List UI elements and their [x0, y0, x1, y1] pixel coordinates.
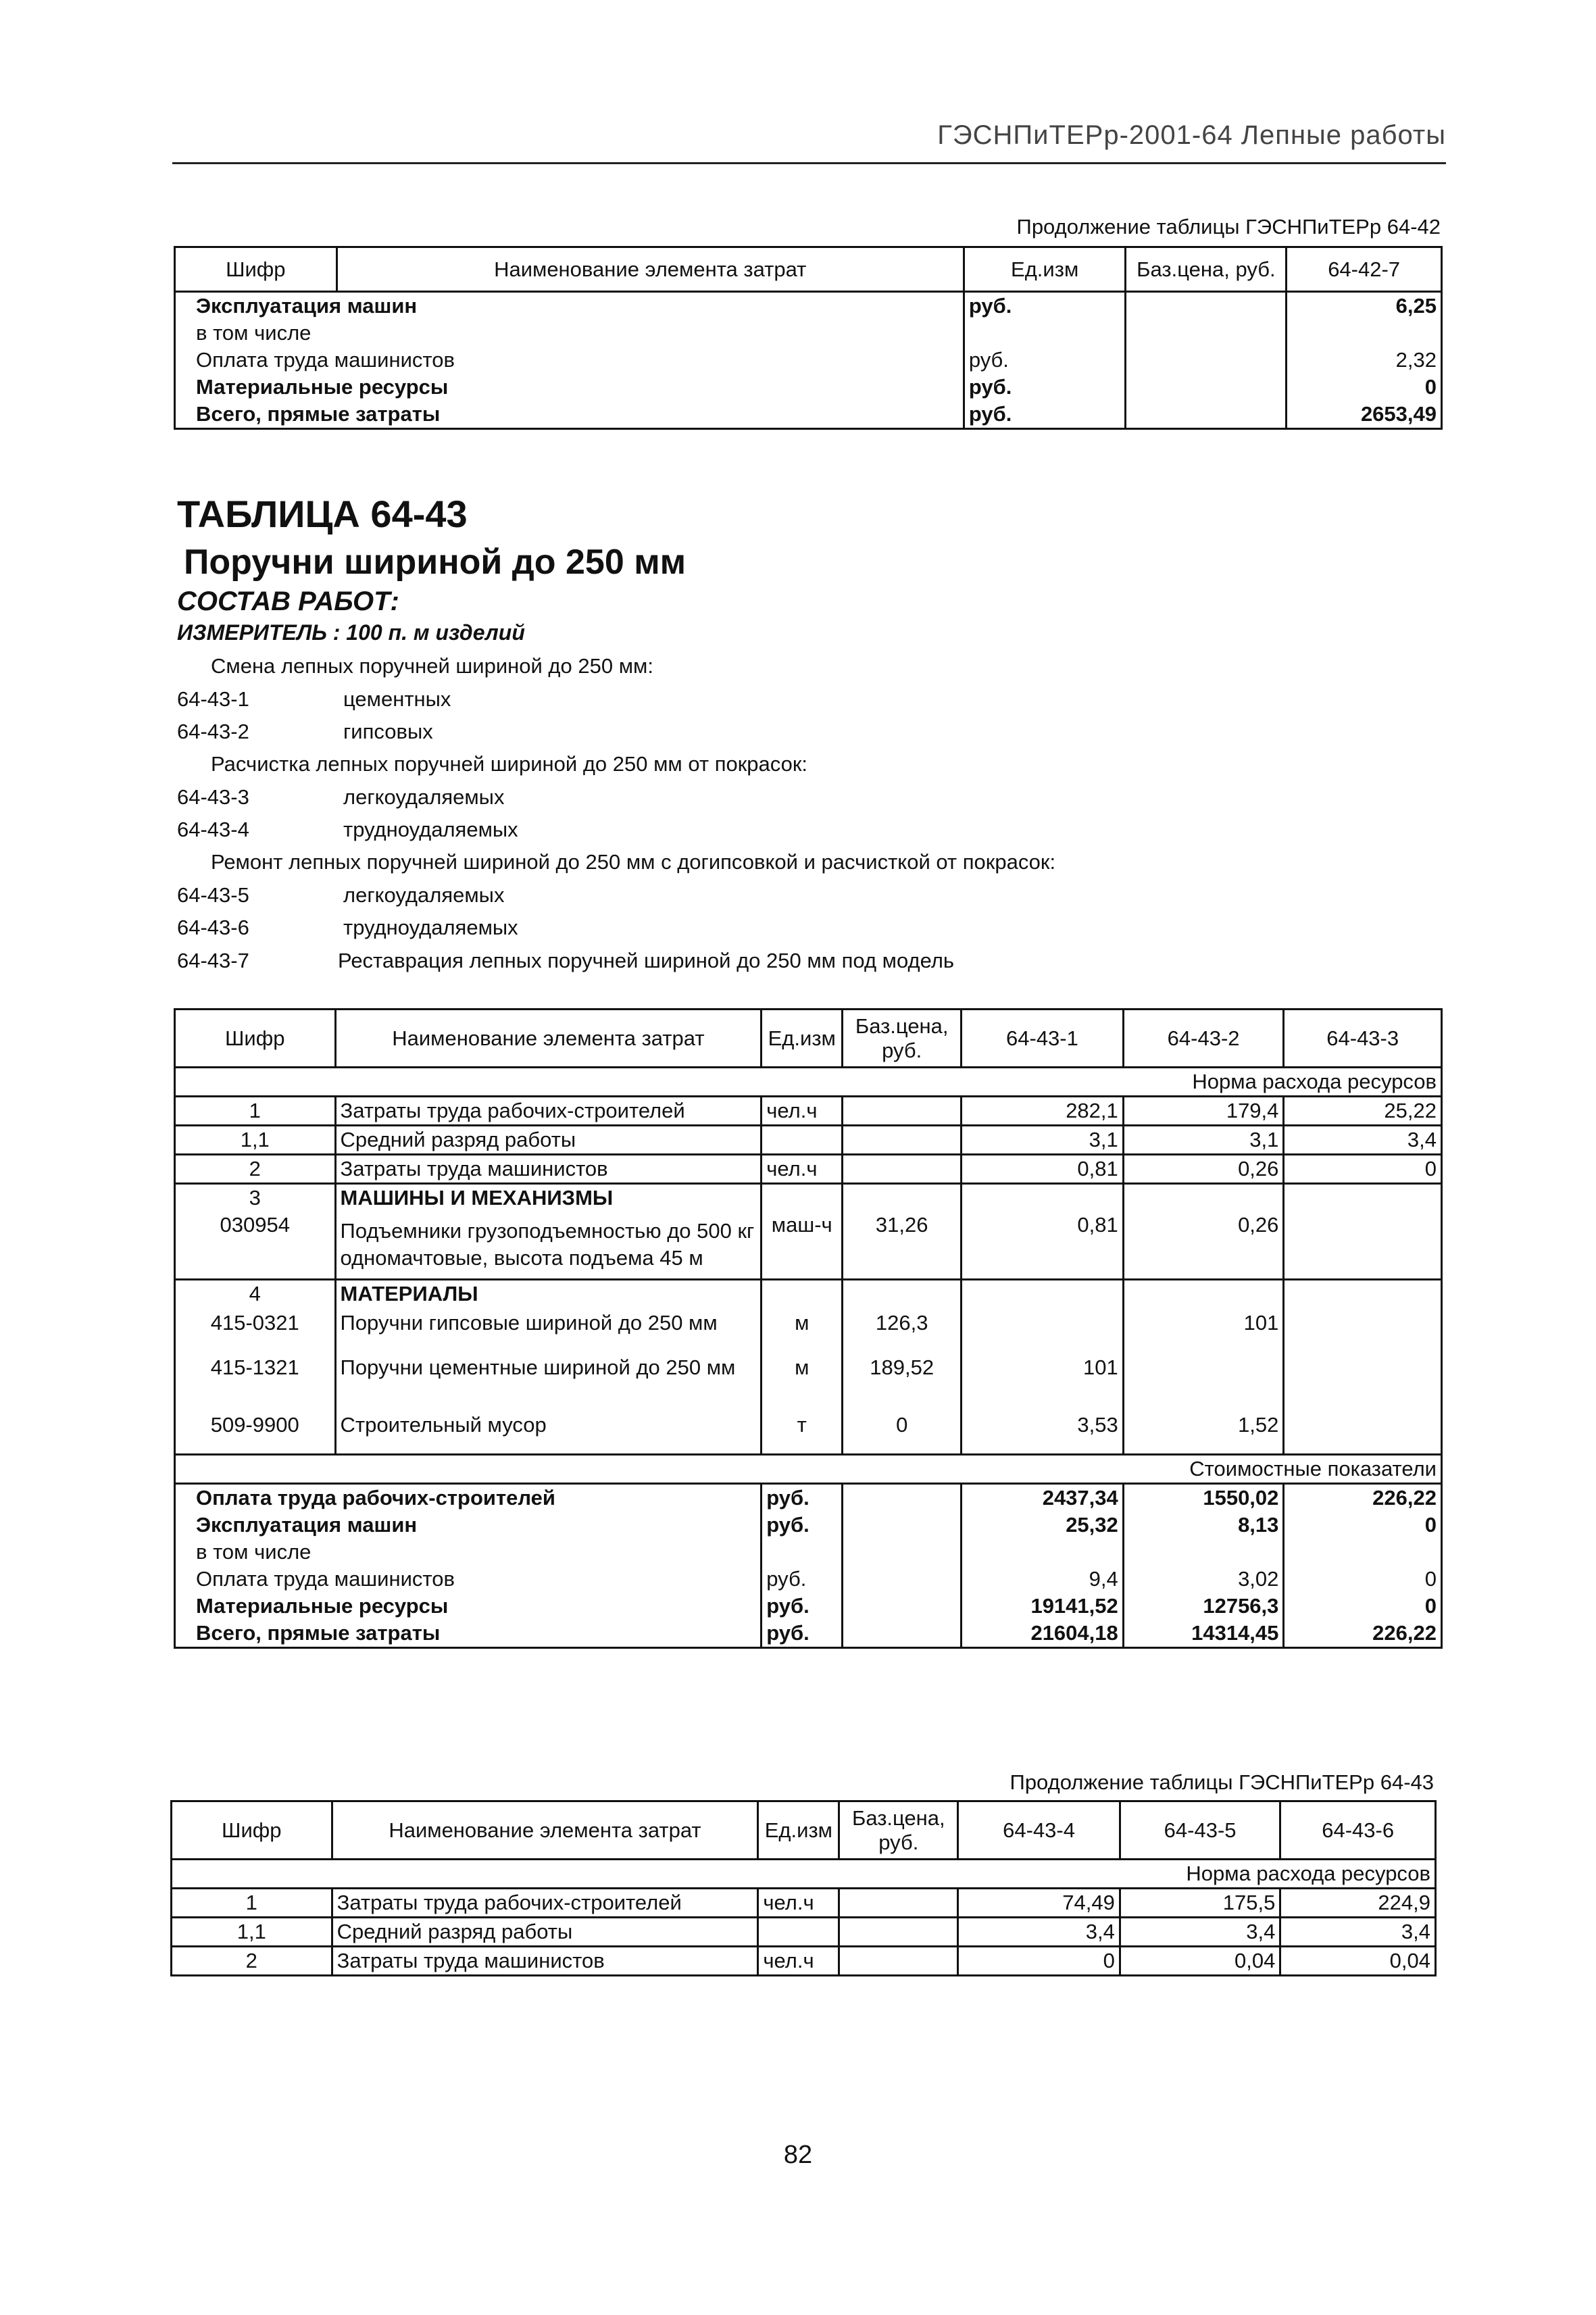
col-header-64-43-6: 64-43-6 — [1280, 1801, 1436, 1860]
col-header-64-43-2: 64-43-2 — [1123, 1010, 1284, 1068]
work-code: 64-43-6 — [177, 916, 249, 939]
col-header-name: Наименование элемента затрат — [332, 1801, 758, 1860]
work-code: 64-43-5 — [177, 883, 249, 907]
table-row: 030954 Подъемники грузоподъемностью до 500 кг одномачтовые, высота подъема 45 м маш-ч 31,26 0,81 0,26 — [175, 1212, 1442, 1279]
table-row: Материальные ресурсы руб. 0 — [175, 374, 1442, 401]
measure-label: ИЗМЕРИТЕЛЬ : 100 п. м изделий — [177, 620, 525, 645]
col-header-code: Шифр — [172, 1801, 332, 1860]
work-text: трудноудаляемых — [343, 818, 518, 841]
works-group-heading: Расчистка лепных поручней шириной до 250 мм от покрасок: — [211, 752, 808, 776]
work-code: 64-43-3 — [177, 785, 249, 809]
work-text: гипсовых — [343, 720, 433, 743]
table-row: 1 Затраты труда рабочих-строителей чел.ч 74,49 175,5 224,9 — [172, 1889, 1436, 1918]
table-row: 2 Затраты труда машинистов чел.ч 0 0,04 0,04 — [172, 1947, 1436, 1976]
section-title: ТАБЛИЦА 64-43 — [177, 493, 468, 535]
works-group-heading: Смена лепных поручней шириной до 250 мм: — [211, 654, 653, 678]
col-header-code: Шифр — [175, 247, 337, 292]
col-header-64-43-5: 64-43-5 — [1120, 1801, 1280, 1860]
table43b-continuation: Продолжение таблицы ГЭСНПиТЕРр 64-43 — [1009, 1770, 1434, 1794]
table-64-43-continued — [170, 1800, 1437, 1976]
header-rule — [172, 162, 1446, 164]
table-row: 415-1321 Поручни цементные шириной до 250 мм м 189,52 101 — [175, 1339, 1442, 1397]
table-row: Эксплуатация машин руб. 25,32 8,13 0 — [175, 1512, 1442, 1539]
work-text: Реставрация лепных поручней шириной до 250 мм под модель — [338, 949, 955, 972]
works-list — [177, 654, 1326, 992]
table-row: Материальные ресурсы руб. 19141,52 12756,3 0 — [175, 1593, 1442, 1620]
norm-label-row: Норма расхода ресурсов — [175, 1068, 1442, 1097]
col-header-price: Баз.цена, руб. — [843, 1010, 962, 1068]
col-header-unit: Ед.изм — [762, 1010, 843, 1068]
table-row: 1 Затраты труда рабочих-строителей чел.ч 282,1 179,4 25,22 — [175, 1097, 1442, 1126]
norm-label-row: Норма расхода ресурсов — [172, 1860, 1436, 1889]
col-header-64-43-3: 64-43-3 — [1284, 1010, 1442, 1068]
table-row: в том числе — [175, 320, 1442, 347]
col-header-unit: Ед.изм — [964, 247, 1126, 292]
work-code: 64-43-4 — [177, 818, 249, 841]
page-number: 82 — [783, 2141, 813, 2169]
table-row: в том числе — [175, 1539, 1442, 1566]
col-header-64-43-1: 64-43-1 — [962, 1010, 1124, 1068]
table-row: Оплата труда машинистов руб. 2,32 — [175, 347, 1442, 374]
col-header-code: Шифр — [175, 1010, 336, 1068]
table-row: 1,1 Средний разряд работы 3,1 3,1 3,4 — [175, 1126, 1442, 1155]
work-text: трудноудаляемых — [343, 916, 518, 939]
table-row: Оплата труда рабочих-строителей руб. 2437,34 1550,02 226,22 — [175, 1484, 1442, 1512]
table-row: Эксплуатация машин руб. 6,25 — [175, 292, 1442, 320]
table-row: 3 МАШИНЫ И МЕХАНИЗМЫ — [175, 1184, 1442, 1212]
work-code: 64-43-2 — [177, 720, 249, 743]
col-header-name: Наименование элемента затрат — [336, 247, 964, 292]
table-row: 2 Затраты труда машинистов чел.ч 0,81 0,26 0 — [175, 1155, 1442, 1184]
table-row: 415-0321 Поручни гипсовые шириной до 250 мм м 126,3 101 — [175, 1308, 1442, 1339]
col-header-price: Баз.цена, руб. — [1126, 247, 1287, 292]
work-text: легкоудаляемых — [343, 785, 505, 809]
table-row: 4 МАТЕРИАЛЫ — [175, 1279, 1442, 1308]
table-row: Всего, прямые затраты руб. 21604,18 14314,45 226,22 — [175, 1620, 1442, 1648]
table-header-row — [172, 1801, 1436, 1860]
col-header-64-43-4: 64-43-4 — [958, 1801, 1120, 1860]
work-code: 64-43-1 — [177, 687, 249, 711]
section-subtitle: Поручни шириной до 250 мм — [184, 543, 687, 582]
running-header: ГЭСНПиТЕРр-2001-64 Лепные работы — [937, 120, 1446, 150]
cost-label-row: Стоимостные показатели — [175, 1455, 1442, 1484]
col-header-price: Баз.цена, руб. — [839, 1801, 958, 1860]
work-text: цементных — [343, 687, 451, 711]
work-text: легкоудаляемых — [343, 883, 505, 907]
table-row: Всего, прямые затраты руб. 2653,49 — [175, 401, 1442, 429]
composition-heading: СОСТАВ РАБОТ: — [177, 587, 399, 616]
table-64-42 — [174, 246, 1443, 430]
table-row: 509-9900 Строительный мусор т 0 3,53 1,52 — [175, 1397, 1442, 1455]
table-header-row — [175, 247, 1442, 292]
col-header-name: Наименование элемента затрат — [335, 1010, 762, 1068]
table42-continuation: Продолжение таблицы ГЭСНПиТЕРр 64-42 — [1016, 215, 1441, 239]
table-64-43 — [174, 1008, 1443, 1649]
work-code: 64-43-7 — [177, 949, 249, 972]
table-row: 1,1 Средний разряд работы 3,4 3,4 3,4 — [172, 1918, 1436, 1947]
col-header-unit: Ед.изм — [758, 1801, 839, 1860]
col-header-64-42-7: 64-42-7 — [1287, 247, 1442, 292]
table-header-row — [175, 1010, 1442, 1068]
works-group-heading: Ремонт лепных поручней шириной до 250 мм с догипсовкой и расчисткой от покрасок: — [211, 850, 1056, 874]
table-row: Оплата труда машинистов руб. 9,4 3,02 0 — [175, 1566, 1442, 1593]
